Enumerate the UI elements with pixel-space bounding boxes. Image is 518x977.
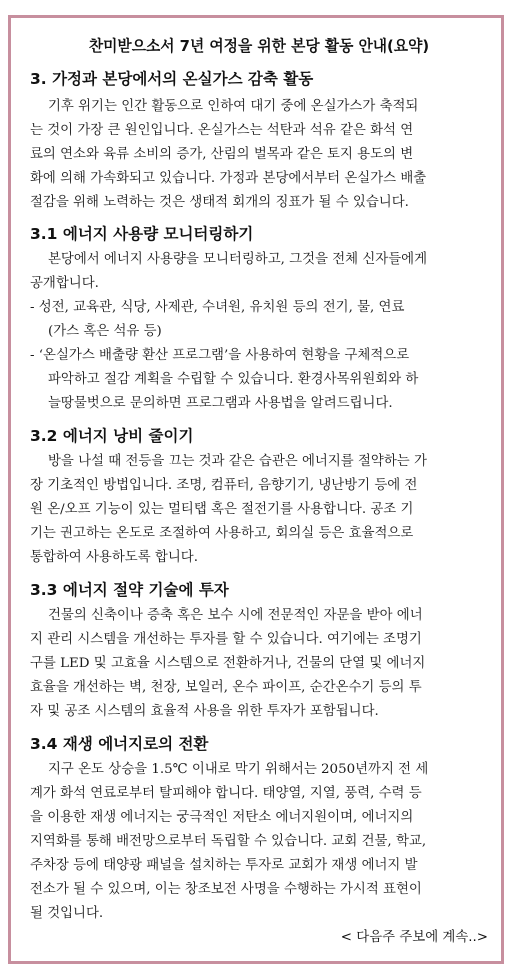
section-3-4-line: 계가 화석 연료로부터 탈피해야 합니다. 태양열, 지열, 풍력, 수력 등 xyxy=(30,786,422,801)
section-3-1-line: 늘땅물벗으로 문의하면 프로그램과 사용법을 알려드립니다. xyxy=(48,396,393,411)
section-3-2-line: 원 온/오프 기능이 있는 멀티탭 혹은 절전기를 사용합니다. 공조 기 xyxy=(30,502,414,517)
section-3-1-line: 공개합니다. xyxy=(30,276,99,291)
section-3-line: 절감을 위해 노력하는 것은 생태적 회개의 징표가 될 수 있습니다. xyxy=(30,195,409,210)
section-3-3-line: 효율을 개선하는 벽, 천장, 보일러, 온수 파이프, 순간온수기 등의 투 xyxy=(30,680,422,695)
section-3-2-line: 통합하여 사용하도록 합니다. xyxy=(30,550,198,565)
section-3-1-line: - ‘온실가스 배출량 환산 프로그램’을 사용하여 현황을 구체적으로 xyxy=(30,348,410,363)
section-3-4-heading: 3.4 재생 에너지로의 전환 xyxy=(30,735,209,753)
section-3-2-line: 장 기초적인 방법입니다. 조명, 컴퓨터, 음향기기, 냉난방기 등에 전 xyxy=(30,478,418,493)
section-3-4-line: 될 것입니다. xyxy=(30,906,104,921)
document-title: 찬미받으소서 7년 여정을 위한 본당 활동 안내(요약) xyxy=(88,37,430,55)
section-3-3-line: 자 및 공조 시스템의 효율적 사용을 위한 투자가 포함됩니다. xyxy=(30,704,379,719)
section-3-1-line: 본당에서 에너지 사용량을 모니터링하고, 그것을 전체 신자들에게 xyxy=(48,252,428,267)
section-3-4-line: 주차장 등에 태양광 패널을 설치하는 투자로 교회가 재생 에너지 발 xyxy=(30,858,418,873)
section-3-4-line: 지역화를 통해 배전망으로부터 독립할 수 있습니다. 교회 건물, 학교, xyxy=(30,834,427,849)
section-3-1-line: (가스 혹은 석유 등) xyxy=(48,324,162,339)
section-3-3-line: 건물의 신축이나 증축 혹은 보수 시에 전문적인 자문을 받아 에너 xyxy=(48,608,423,623)
section-3-2-line: 기는 권고하는 온도로 조절하여 사용하고, 회의실 등은 효율적으로 xyxy=(30,526,414,541)
section-3-3-line: 지 관리 시스템을 개선하는 투자를 할 수 있습니다. 여기에는 조명기 xyxy=(30,632,422,647)
section-3-heading: 3. 가정과 본당에서의 온실가스 감축 활동 xyxy=(30,70,314,88)
section-3-4-line: 을 이용한 재생 에너지는 궁극적인 저탄소 에너지원이며, 에너지의 xyxy=(30,810,414,825)
section-3-3-line: 구를 LED 및 고효율 시스템으로 전환하거나, 건물의 단열 및 에너지 xyxy=(30,656,426,671)
section-3-line: 기후 위기는 인간 활동으로 인하여 대기 중에 온실가스가 축적되 xyxy=(48,99,419,114)
section-3-line: 는 것이 가장 큰 원인입니다. 온실가스는 석탄과 석유 같은 화석 연 xyxy=(30,123,414,138)
section-3-1-heading: 3.1 에너지 사용량 모니터링하기 xyxy=(30,225,254,243)
continued-note: < 다음주 주보에 계속..> xyxy=(340,930,488,945)
section-3-3-heading: 3.3 에너지 절약 기술에 투자 xyxy=(30,581,229,599)
section-3-2-heading: 3.2 에너지 낭비 줄이기 xyxy=(30,427,194,445)
section-3-line: 화에 의해 가속화되고 있습니다. 가정과 본당에서부터 온실가스 배출 xyxy=(30,171,427,186)
section-3-4-line: 전소가 될 수 있으며, 이는 창조보전 사명을 수행하는 가시적 표현이 xyxy=(30,882,422,897)
section-3-1-line: 파악하고 절감 계획을 수립할 수 있습니다. 환경사목위원회와 하 xyxy=(48,372,419,387)
section-3-4-line: 지구 온도 상승을 1.5℃ 이내로 막기 위해서는 2050년까지 전 세 xyxy=(48,762,429,777)
section-3-2-line: 방을 나설 때 전등을 끄는 것과 같은 습관은 에너지를 절약하는 가 xyxy=(48,454,427,469)
section-3-line: 료의 연소와 육류 소비의 증가, 산림의 벌목과 같은 토지 용도의 변 xyxy=(30,147,414,162)
section-3-1-line: - 성전, 교육관, 식당, 사제관, 수녀원, 유치원 등의 전기, 물, 연료 xyxy=(30,300,405,315)
